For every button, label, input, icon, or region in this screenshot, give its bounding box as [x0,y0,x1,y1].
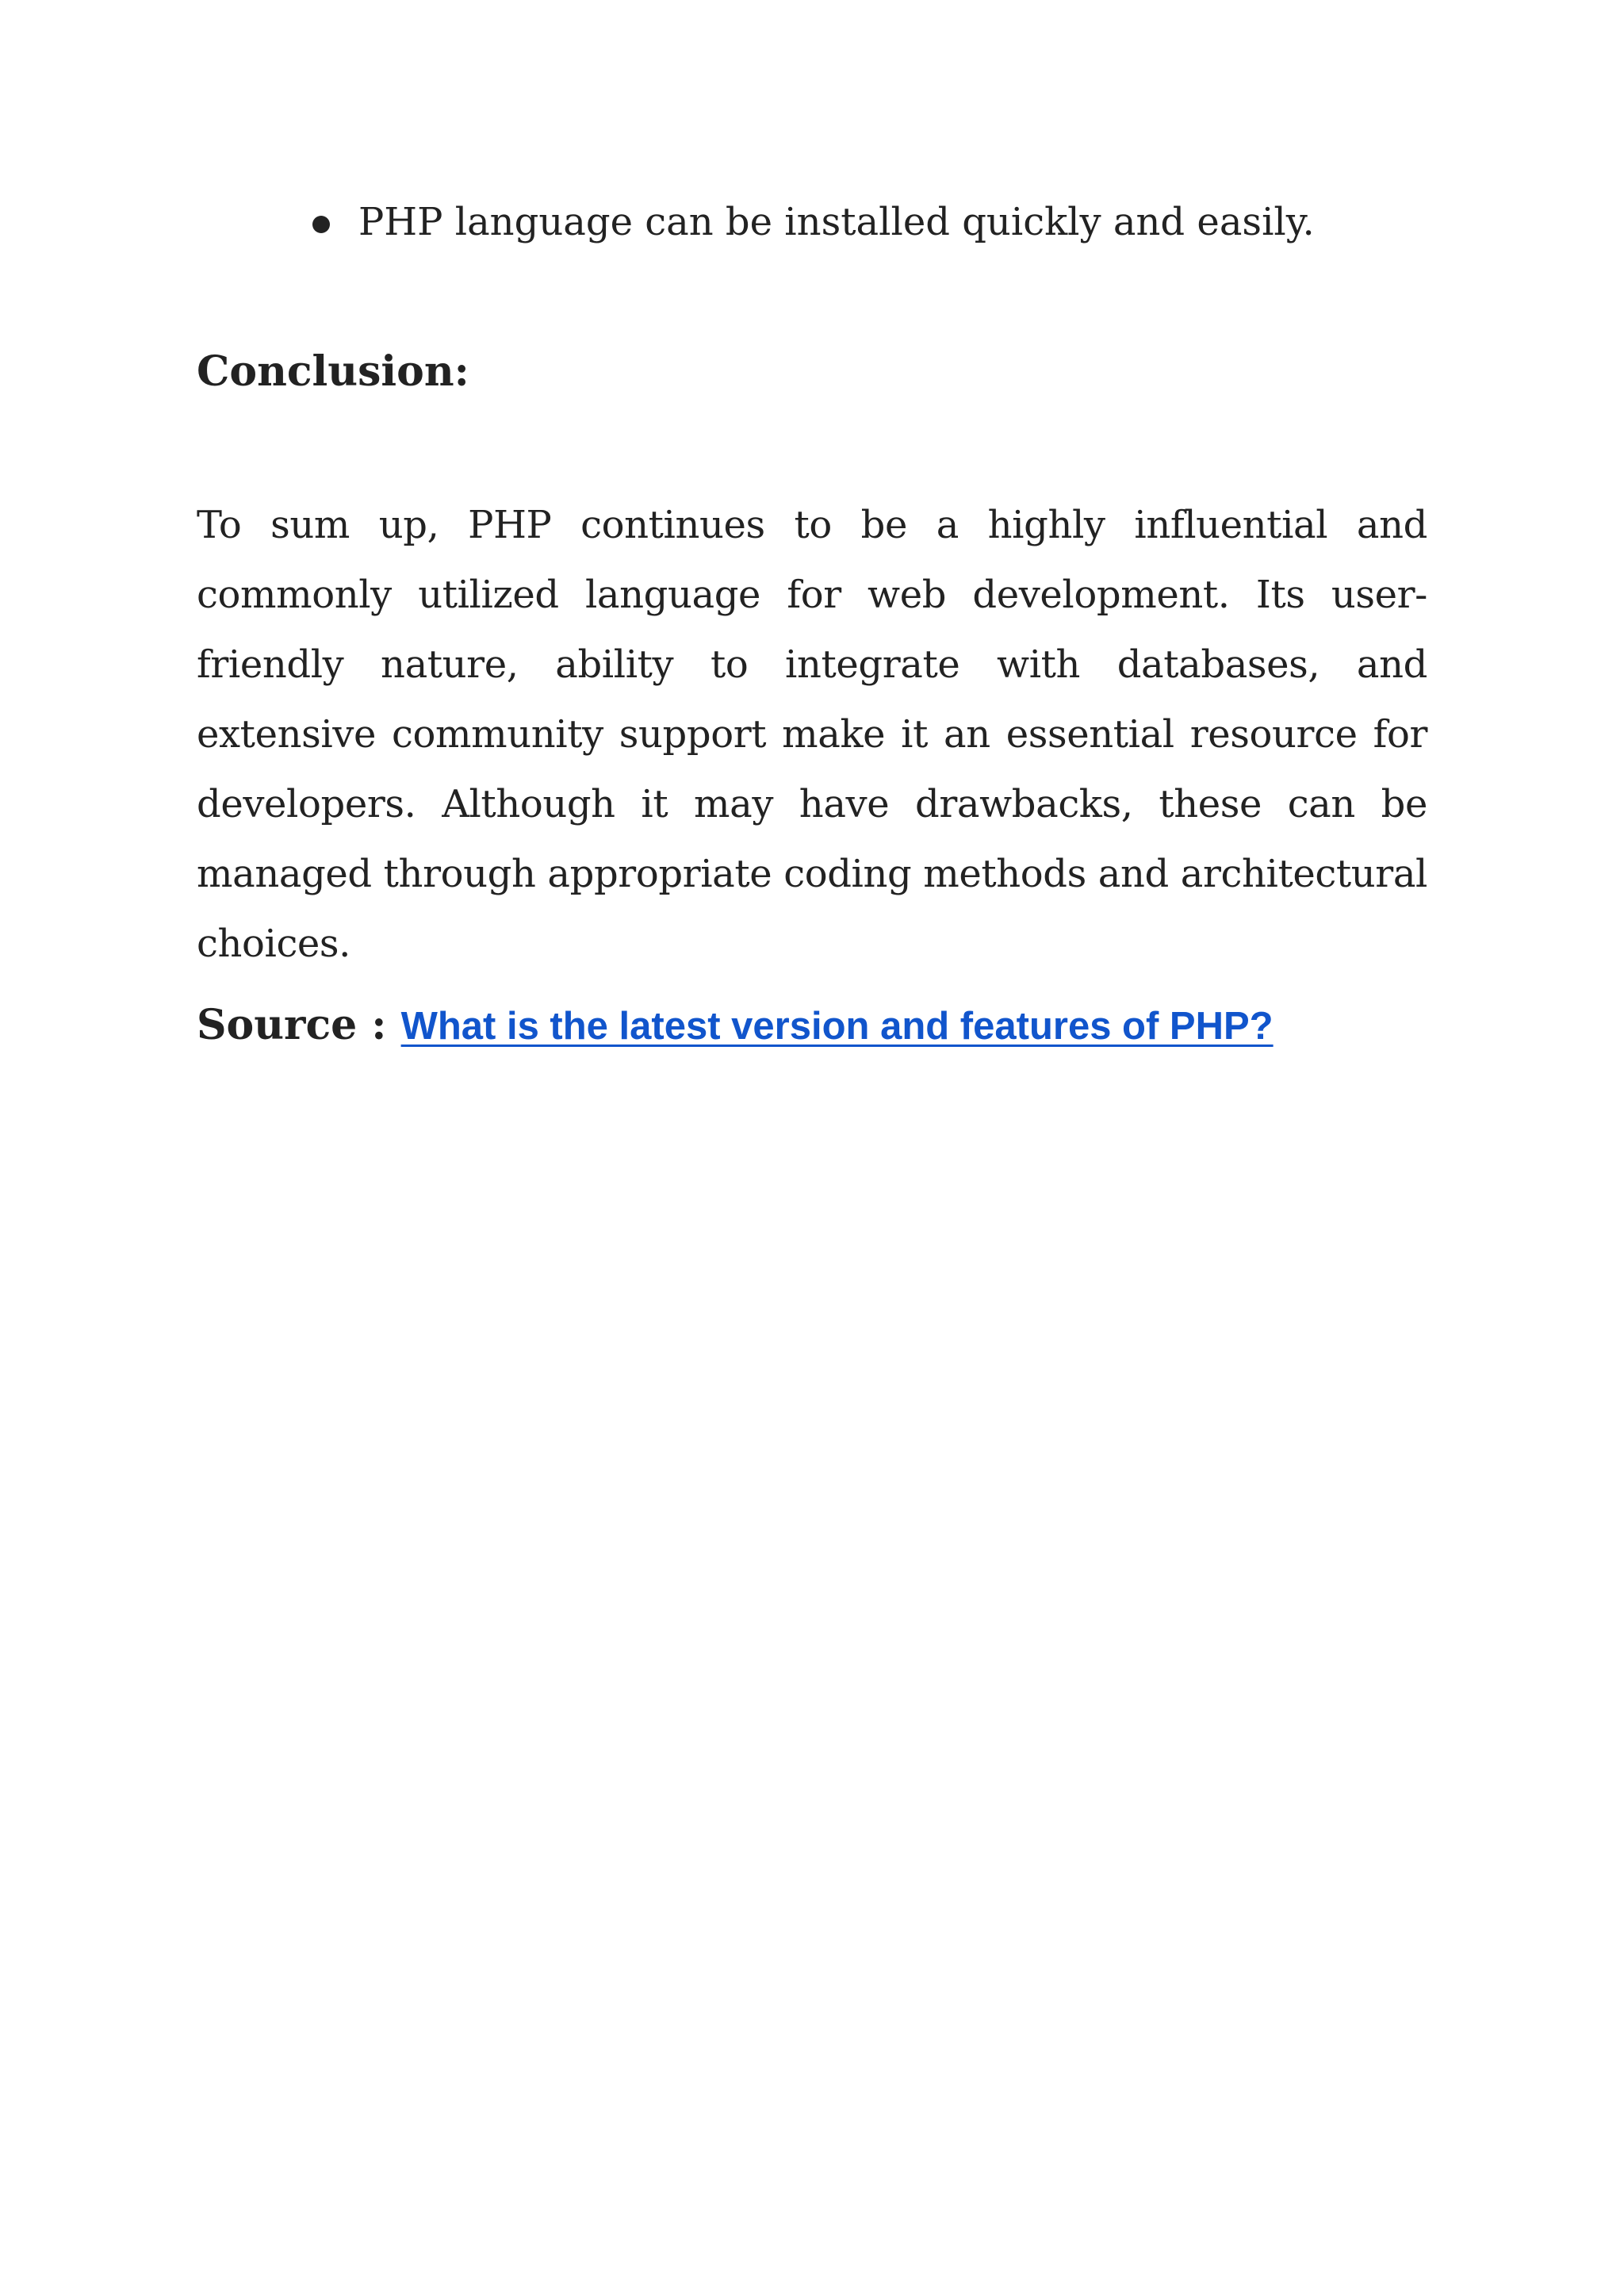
source-label: Source : [197,1001,401,1049]
bullet-icon [312,216,330,233]
source-link[interactable]: What is the latest version and features of PHP? [400,1005,1274,1048]
list-item [197,187,1315,257]
bullet-text: PHP language can be installed quickly and easily. [358,200,1315,244]
source-line [197,991,1274,1070]
conclusion-heading: Conclusion: [197,347,469,396]
conclusion-paragraph: To sum up, PHP continues to be a highly influential and commonly utilized language for web development. Its user-friendly nature, ability to integrate with databases, and extensive community support make it an essential resource for developers. Although it may have drawbacks, these can be managed through appropriate coding methods and architectural choices. [197,503,1427,966]
bullet-list [197,187,1315,257]
